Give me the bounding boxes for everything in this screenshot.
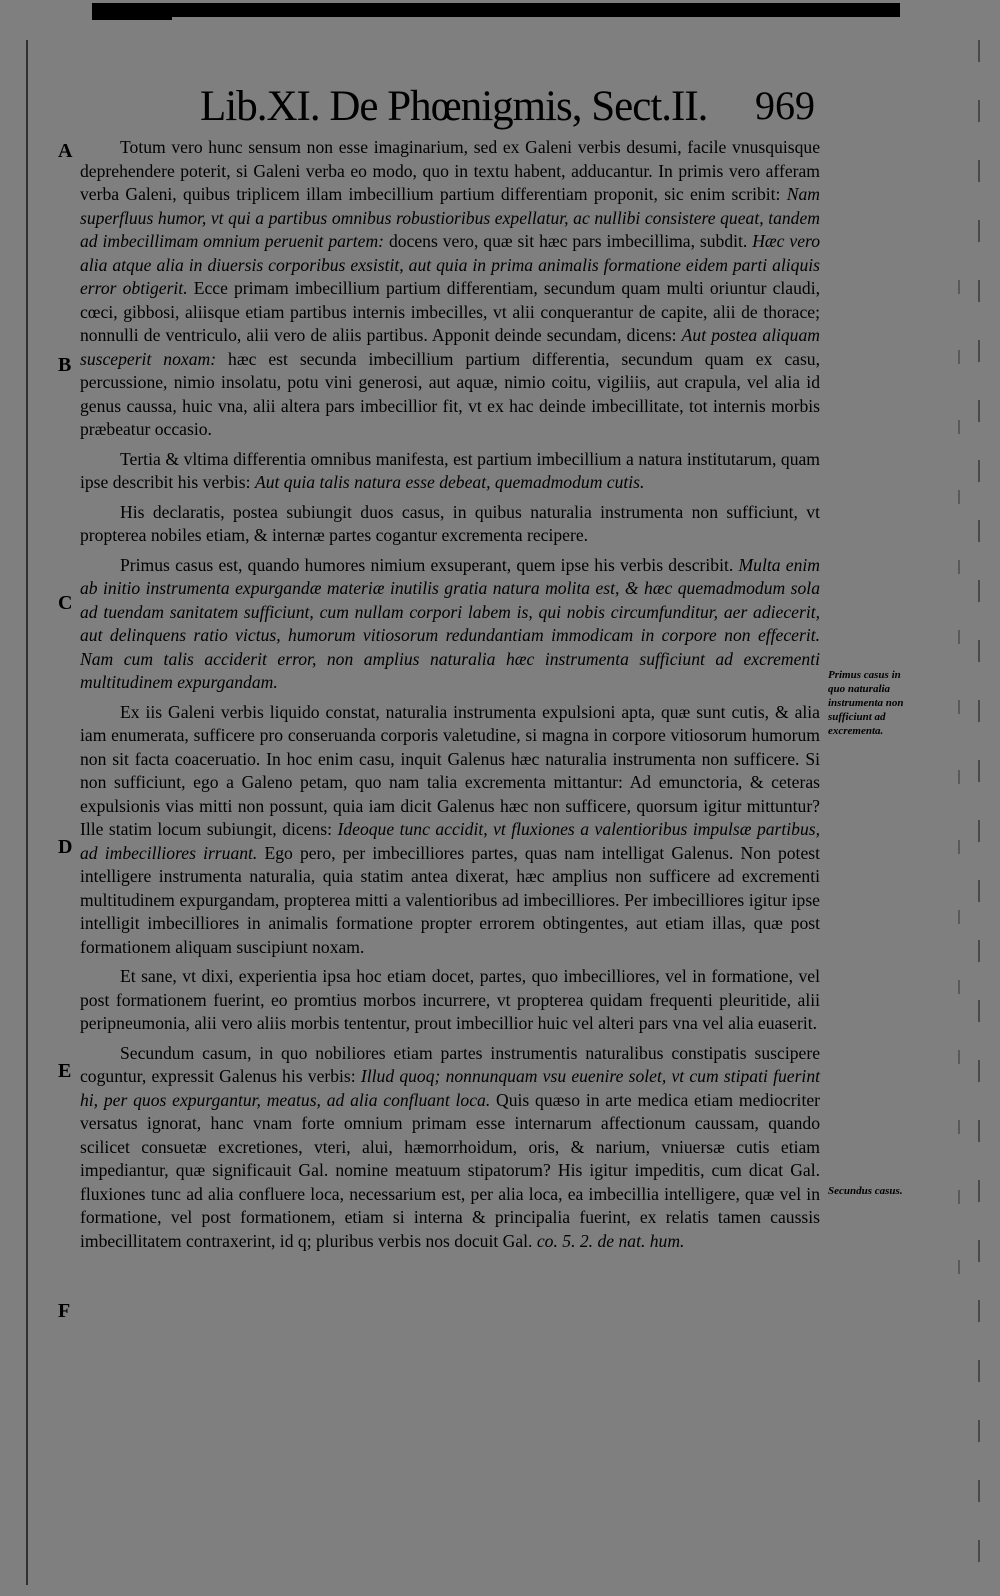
paragraph-3-text: His declaratis, postea subiungit duos casus, in quibus naturalia instrumenta non sufficiunt, vt propterea nobiles etiam, & internæ partes cogantur excrementa recipere. [80,501,820,545]
paragraph-2-quote: Aut quia talis natura esse debeat, quemadmodum cutis. [254,472,645,492]
paragraph-7-quote2: co. 5. 2. de nat. hum. [536,1230,685,1251]
section-letter-f: F [58,1300,71,1322]
right-dashed-line-inner [958,280,960,1280]
left-frame-line [26,40,28,1585]
paragraph-3 [80,501,820,548]
paragraph-6 [80,965,820,1036]
paragraph-1 [80,136,820,442]
section-letter-d: D [58,836,73,858]
section-letter-c: C [58,592,73,614]
paragraph-4-quote: Multa enim ab initio instrumenta expurgandæ materiæ inutilis gratia natura molita est, & hæc quemadmodum sola ad tuendam sanitatem sufficiunt, cum nullam corpori labem is, qui nobis circumfunditur, aer adiecerit, aut delinquens ratio victus, humorum vitiosorum redundantiam immodicam in corpore non effecerit. Nam cum talis acciderit error, non amplius naturalia hæc instrumenta sufficiunt ad excrementi multitudinem expurgandam. [80,554,821,692]
section-letter-e: E [58,1060,72,1082]
paragraph-1-quote: Nam superfluus humor, vt qui a partibus omnibus robustioribus expellatur, ac nullibi consistere queat, tandem ad imbecillimam omnium peruenit partem: [80,184,820,251]
paragraph-6-text: Et sane, vt dixi, experientia ipsa hoc etiam docet, partes, quo imbecilliores, vel in formatione, vel post formationem fuerint, eo promtius morbos incurrere, vt propterea quidam frequenti pleuritide, alii peripneumonia, alii vero aliis morbis tententur, prout imbecillior huic vel alteri pars vna vel alia euaserit. [80,966,820,1033]
top-rule-tail [92,16,172,20]
paragraph-5 [80,701,820,960]
section-letter-b: B [58,354,72,376]
top-rule [92,3,900,17]
page-header [200,82,820,132]
paragraph-4-text: Primus casus est, quando humores nimium exsuperant, quem ipse his verbis describit. [120,554,734,575]
paragraph-4 [80,554,820,695]
paragraph-5-text: Ex iis Galeni verbis liquido constat, naturalia instrumenta expulsioni apta, quæ sunt cutis, & alia iam enumerata, sufficere pro conseruanda corporis valetudine, si magna in corpore vitiosorum humorum non sit facta coaceruatio. In hoc enim casu, inquit Galenus hæc naturalia instrumenta non sufficere. Si non sufficiunt, ego a Galeno petam, quo nam talia excrementa mittantur: Ad emunctoria, & ceteras expulsionis vias mitti non possunt, quia iam dicit Galenus hæc non sufficere, quorsum igitur mittuntur? Ille statim locum subiungit, dicens: [80,701,820,839]
paragraph-2 [80,448,820,495]
paragraph-7-text2: Quis quæso in arte medica etiam mediocriter versatus ignorat, hanc vnam forte omnium primam esse internarum affectionum caussam, quando scilicet consuetæ excretiones, vteri, alui, hæmorrhoidum, oris, & narium, vniuersæ cutis etiam impediantur, quæ significauit Gal. nomine meatuum stipatorum? His igitur impeditis, cum dicat Gal. fluxiones tunc ad alia confluere loca, necessarium est, per alia loca, ea imbecillia intelligere, quæ vel in formatione, vel post formationem, etiam si interna & principalia fuerint, ex relatis tamen caussis imbecillitatem contraxerint, id q; pluribus verbis nos docuit Gal. [80,1089,820,1251]
section-letter-a: A [58,140,73,162]
paragraph-7-text: Secundum casum, in quo nobiliores etiam partes instrumentis naturalibus constipatis suscipere coguntur, expressit Galenus his verbis: [80,1042,820,1086]
main-text-column [80,136,820,1259]
paragraph-5-text2: Ego pero, per imbecilliores partes, quas nam intelligat Galenus. Non potest intelligere instrumenta naturalia, quia statim antea dixerat, hæc amplius non sufficere ad excrementi multitudinem expurgandam, propterea mitti a valentioribus ad imbecilliores. Per imbecilliores igitur ipse intelligit imbecilliores in animalis formatione propter errorem obtingentes, aut etiam illas, quæ post formationem aliquam suscipiunt noxam. [80,842,820,957]
paragraph-1-text2: docens vero, quæ sit hæc pars imbecillima, subdit. [388,231,748,251]
right-dashed-line [978,40,980,1585]
marginal-note-first-case: Primus casus in quo naturalia instrumenta non sufficiunt ad excrementa. [828,669,904,737]
paragraph-5-quote: Ideoque tunc accidit, vt fluxiones a valentioribus impulsæ partibus, ad imbecilliores irruant. [80,819,820,863]
paragraph-1-quote2: Hæc vero alia atque alia in diuersis corporibus exsistit, aut quia in prima animalis formatione eidem parti aliquis error obtigerit. [80,231,820,298]
paragraph-1-quote3: Aut postea aliquam susceperit noxam: [80,325,820,369]
paragraph-7 [80,1042,820,1254]
paragraph-7-quote: Illud quoq; nonnunquam vsu euenire solet, vt cum stipati fuerint hi, per quos expurgantur, meatus, ad alia confluant loca. [80,1066,820,1110]
marginal-note-second-case: Secundus casus. [828,1185,903,1197]
paragraph-1-text3: Ecce primam imbecillium partium differentiam, secundum quam multi oriuntur claudi, cœci, gibbosi, aliisque etiam partibus internis imbecilles, vt alii conquerantur de capite, alii de thorace; nonnulli de ventriculo, alii vero de aliis partibus. Apponit deinde secundam, dicens: [80,278,820,345]
running-title: Lib.XI. De Phœnigmis, Sect.II. [200,83,708,130]
paragraph-1-text: Totum vero hunc sensum non esse imaginarium, sed ex Galeni verbis desumi, facile vnusquisque deprehendere poterit, si Galeni verba eo modo, quo in textu habent, adducantur. In primis vero afferam verba Galeni, quibus triplicem illam imbecillium partium differentiam proponit, sic enim scribit: [80,137,820,204]
paragraph-1-text4: hæc est secunda imbecillium partium differentia, secundum quam ex casu, percussione, nimio insolatu, potu vini generosi, aut aquæ, nimio coitu, vigiliis, aut crapula, vel alia id genus caussa, huic vna, alii altera pars imbecillior fit, vt ex hac deinde imbecillitate, tot internis morbis præbeatur occasio. [80,348,820,439]
page-number: 969 [755,83,815,128]
paragraph-2-text: Tertia & vltima differentia omnibus manifesta, est partium imbecillium a natura institutarum, quam ipse describit his verbis: [80,448,820,492]
